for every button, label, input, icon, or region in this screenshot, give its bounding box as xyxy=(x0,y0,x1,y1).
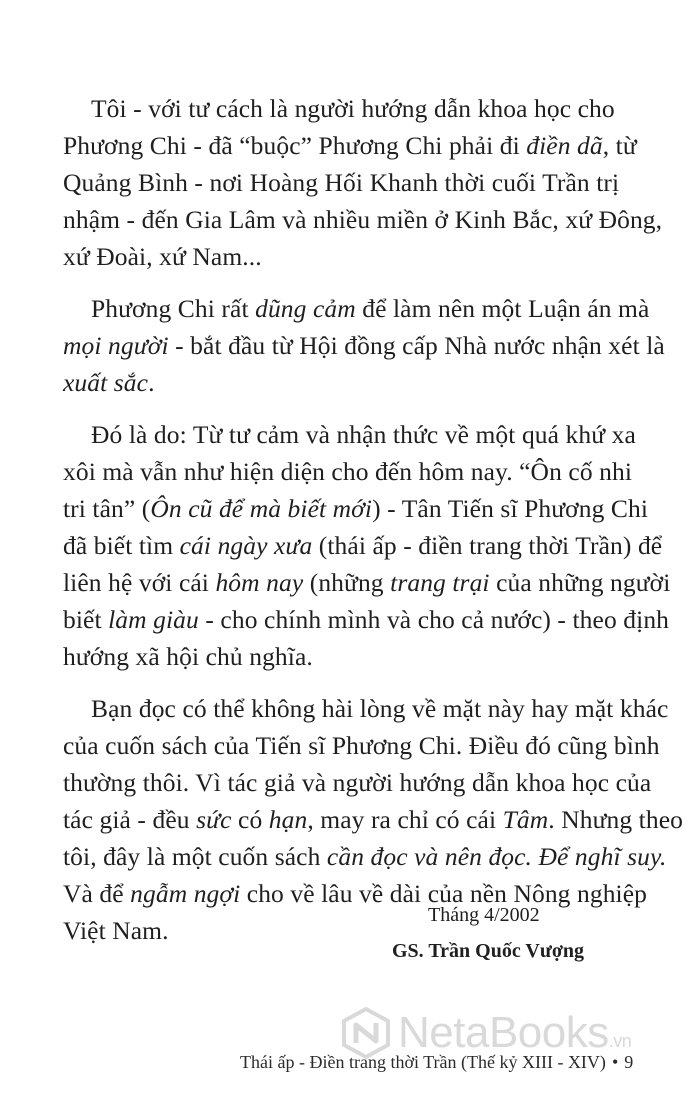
watermark-brand: NetaBooks.vn xyxy=(398,1008,632,1057)
text-line xyxy=(63,564,671,601)
text-segment: ) - Tân Tiến sĩ Phương Chi xyxy=(372,494,649,523)
text-line xyxy=(63,90,638,127)
text-segment: - bắt đầu từ Hội đồng cấp Nhà nước nhận xét là xyxy=(168,331,665,360)
italic-text: hôm nay xyxy=(215,568,304,597)
text-line xyxy=(63,801,683,838)
text-line xyxy=(63,727,660,764)
footer-bullet: • xyxy=(611,1052,619,1072)
text-segment: tác giả - đều xyxy=(63,805,197,834)
text-segment: xôi mà vẫn như hiện diện cho đến hôm nay. “Ôn cố nhi xyxy=(63,457,633,486)
text-segment: Tôi - với tư cách là người hướng dẫn khoa học cho xyxy=(91,94,615,123)
text-segment: Bạn đọc có thể không hài lòng về mặt này hay mặt khác xyxy=(91,694,669,723)
text-line xyxy=(63,290,650,327)
text-segment: thường thôi. Vì tác giả và người hướng dẫn khoa học của xyxy=(63,768,652,797)
text-line xyxy=(63,638,638,675)
text-line xyxy=(63,490,649,527)
text-line xyxy=(63,764,652,801)
text-segment: Phương Chi rất xyxy=(91,294,256,323)
text-segment: biết xyxy=(63,605,109,634)
text-segment: để làm nên một Luận án mà xyxy=(355,294,650,323)
text-line xyxy=(63,364,638,401)
text-line xyxy=(63,527,663,564)
italic-text: làm giàu xyxy=(108,605,199,634)
text-segment: Việt Nam. xyxy=(63,916,169,945)
footer-book-title: Thái ấp - Điền trang thời Trần (Thế kỷ XIII - XIV) xyxy=(240,1052,606,1072)
text-segment: đã biết tìm xyxy=(63,531,180,560)
text-line xyxy=(63,453,638,490)
text-segment: có xyxy=(231,805,269,834)
text-segment: nhậm - đến Gia Lâm và nhiều miền ở Kinh Bắc, xứ Đông, xyxy=(63,205,663,234)
text-segment: , từ xyxy=(602,131,637,160)
italic-text: cần đọc và nên đọc. Để nghĩ suy. xyxy=(326,842,667,871)
text-segment: . xyxy=(148,368,155,397)
text-segment: Phương Chi - đã “buộc” Phương Chi phải đi xyxy=(63,131,527,160)
text-segment: Và để xyxy=(63,879,131,908)
text-segment: của những người xyxy=(489,568,671,597)
text-segment: tri tân” ( xyxy=(63,494,151,523)
text-segment: hướng xã hội chủ nghĩa. xyxy=(63,642,313,671)
text-line xyxy=(63,327,665,364)
italic-text: xuất sắc xyxy=(63,368,149,397)
page-number: 9 xyxy=(624,1052,634,1072)
text-line xyxy=(63,164,638,201)
text-segment: (những xyxy=(303,568,391,597)
text-segment: Quảng Bình - nơi Hoàng Hối Khanh thời cuối Trần trị xyxy=(63,168,620,197)
text-line xyxy=(63,601,670,638)
date-line: Tháng 4/2002 xyxy=(428,904,540,926)
italic-text: trang trại xyxy=(390,568,490,597)
italic-text: dũng cảm xyxy=(255,294,356,323)
text-segment: , may ra chỉ có cái xyxy=(307,805,503,834)
text-segment: - cho chính mình và cho cả nước) - theo định xyxy=(198,605,670,634)
paragraph xyxy=(63,416,671,675)
italic-text: Ôn cũ để mà biết mới xyxy=(150,494,373,523)
text-segment: của cuốn sách của Tiến sĩ Phương Chi. Điều đó cũng bình xyxy=(63,731,660,760)
text-segment: Đó là do: Từ tư cảm và nhận thức về một quá khứ xa xyxy=(91,420,636,449)
text-segment: cho về lâu về dài của nền Nông nghiệp xyxy=(240,879,648,908)
text-line xyxy=(63,127,638,164)
text-segment: . Nhưng theo xyxy=(548,805,683,834)
italic-text: hạn xyxy=(268,805,308,834)
text-line xyxy=(63,201,663,238)
text-segment: xứ Đoài, xứ Nam... xyxy=(63,242,262,271)
text-line xyxy=(63,690,669,727)
text-segment: tôi, đây là một cuốn sách xyxy=(63,842,327,871)
text-line xyxy=(63,416,638,453)
text-segment: liên hệ với cái xyxy=(63,568,216,597)
text-line xyxy=(63,875,648,912)
italic-text: mọi người xyxy=(63,331,169,360)
running-footer xyxy=(240,1052,640,1073)
paragraph xyxy=(63,290,665,401)
paragraph xyxy=(63,90,663,275)
italic-text: Tâm xyxy=(502,805,549,834)
italic-text: ngẫm ngợi xyxy=(130,879,241,908)
text-line xyxy=(63,238,638,275)
text-line xyxy=(63,838,667,875)
italic-text: cái ngày xưa xyxy=(179,531,313,560)
italic-text: sức xyxy=(196,805,232,834)
paragraph xyxy=(63,690,683,949)
text-segment: (thái ấp - điền trang thời Trần) để xyxy=(312,531,663,560)
italic-text: điền dã xyxy=(526,131,603,160)
author-signature: GS. Trần Quốc Vượng xyxy=(392,940,585,962)
body-text xyxy=(63,90,683,964)
